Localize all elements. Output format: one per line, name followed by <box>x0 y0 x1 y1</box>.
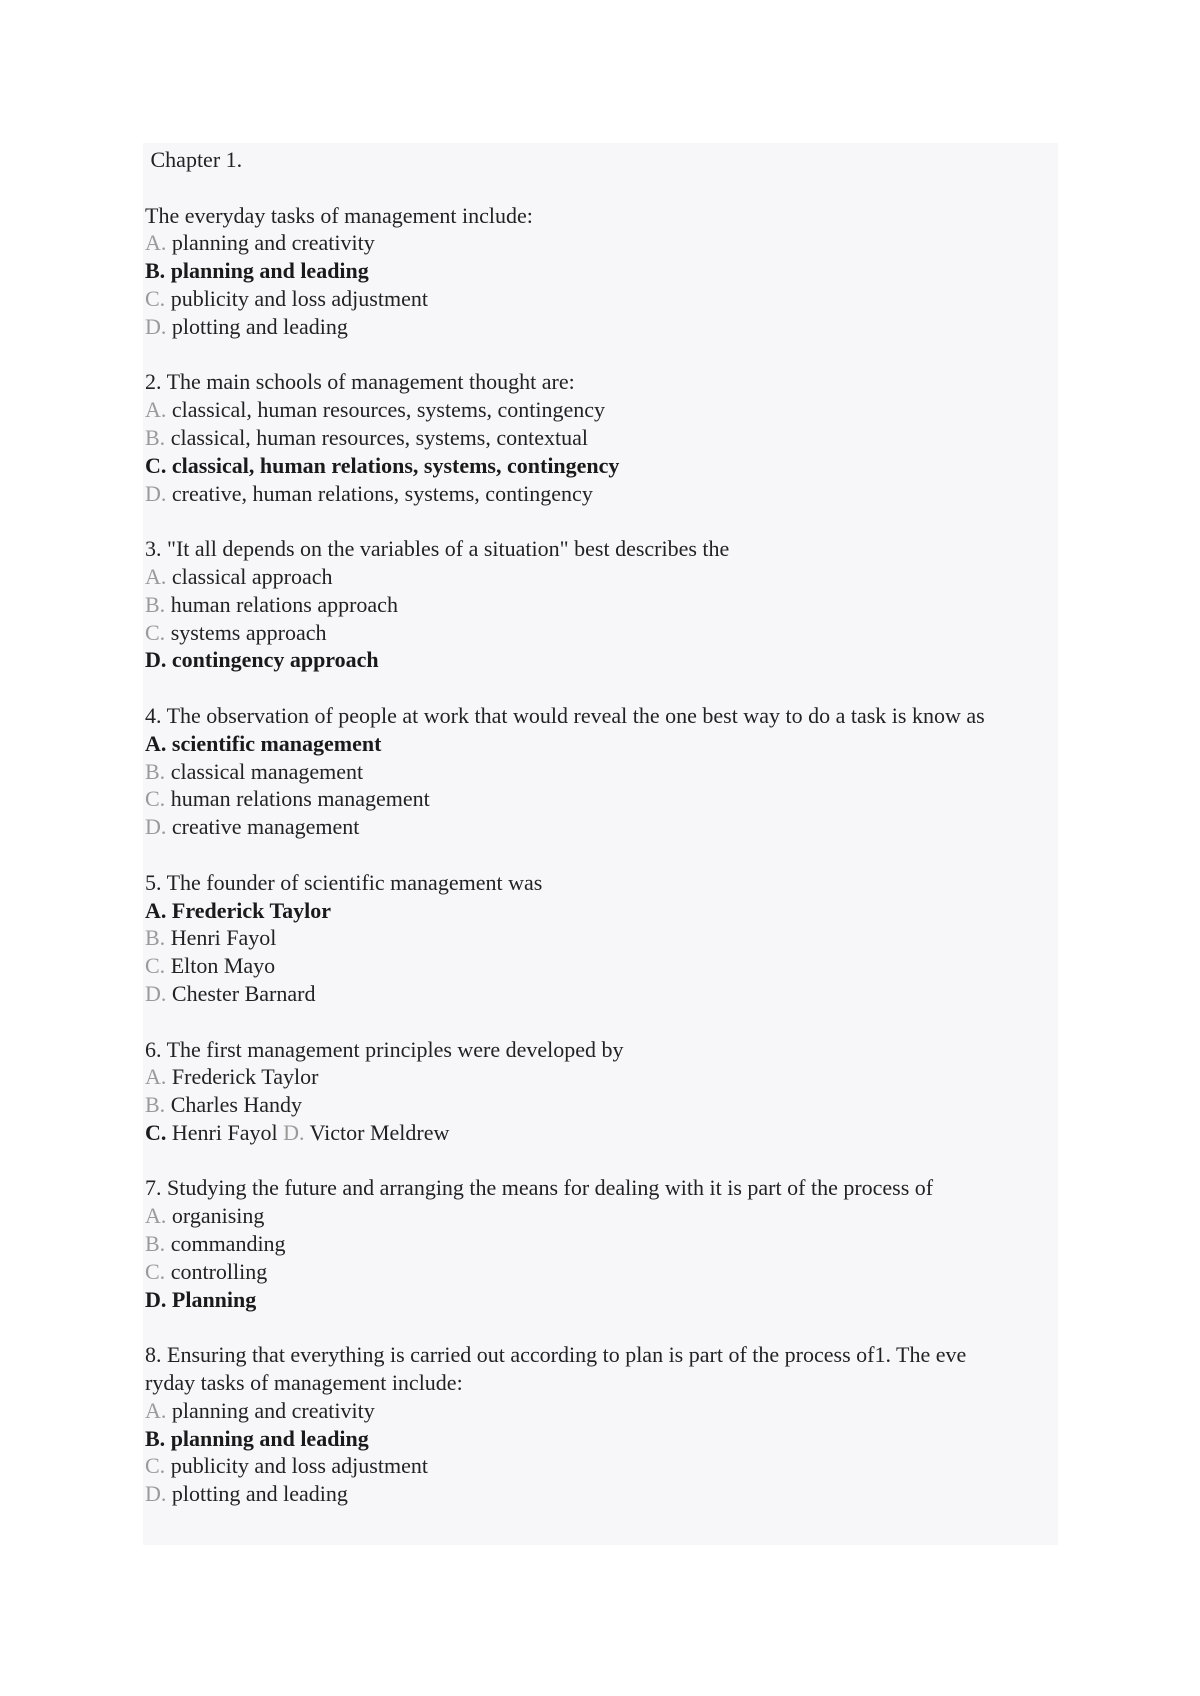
option-b-correct: B. planning and leading <box>145 258 369 284</box>
option-d: D. creative, human relations, systems, contingency <box>145 480 593 506</box>
question-prompt: 5. The founder of scientific management was <box>145 869 543 895</box>
question-8 <box>145 1341 1050 1508</box>
option-c-correct: C. classical, human relations, systems, contingency <box>145 452 620 478</box>
chapter-title: Chapter 1. <box>150 147 243 172</box>
question-4 <box>145 702 1050 841</box>
question-prompt: 7. Studying the future and arranging the means for dealing with it is part of the process of <box>145 1175 934 1201</box>
option-b: B. classical management <box>145 758 364 784</box>
question-prompt: 4. The observation of people at work that would reveal the one best way to do a task is know as <box>145 702 985 728</box>
option-a: A. planning and creativity <box>145 1397 375 1423</box>
option-c: C. Elton Mayo <box>145 953 276 979</box>
option-c: C. systems approach <box>145 619 327 645</box>
option-d: D. plotting and leading <box>145 313 348 339</box>
option-a: A. classical, human resources, systems, contingency <box>145 397 606 423</box>
option-c-d-line: C. Henri Fayol D. Victor Meldrew <box>145 1119 450 1145</box>
option-a: A. Frederick Taylor <box>145 1064 319 1090</box>
question-2 <box>145 368 1050 507</box>
option-d-correct: D. contingency approach <box>145 647 379 673</box>
option-c-correct: C. <box>145 1119 167 1145</box>
question-6 <box>145 1036 1050 1147</box>
option-c: C. publicity and loss adjustment <box>145 1453 428 1479</box>
question-prompt: The everyday tasks of management include: <box>145 202 533 228</box>
option-a-correct: A. Frederick Taylor <box>145 897 331 923</box>
option-a: A. planning and creativity <box>145 230 375 256</box>
option-a: A. organising <box>145 1203 265 1229</box>
option-c: C. publicity and loss adjustment <box>145 285 428 311</box>
option-d-correct: D. Planning <box>145 1286 257 1312</box>
quiz-content <box>145 146 1050 1508</box>
question-prompt: 2. The main schools of management thought are: <box>145 369 575 395</box>
option-c: C. controlling <box>145 1258 268 1284</box>
option-c: C. human relations management <box>145 786 430 812</box>
option-a-correct: A. scientific management <box>145 730 382 756</box>
option-b: B. classical, human resources, systems, contextual <box>145 424 588 450</box>
option-a: A. classical approach <box>145 563 333 589</box>
question-prompt: 8. Ensuring that everything is carried out according to plan is part of the process of1. The eve <box>145 1342 967 1368</box>
option-b: B. Henri Fayol <box>145 925 277 951</box>
question-1 <box>145 202 1050 341</box>
question-prompt-cont: ryday tasks of management include: <box>145 1370 463 1396</box>
option-d: D. plotting and leading <box>145 1481 348 1507</box>
question-prompt: 3. "It all depends on the variables of a situation" best describes the <box>145 536 730 562</box>
question-prompt: 6. The first management principles were developed by <box>145 1036 624 1062</box>
option-b: B. commanding <box>145 1231 286 1257</box>
option-b: B. Charles Handy <box>145 1092 303 1118</box>
option-b-correct: B. planning and leading <box>145 1425 369 1451</box>
question-7 <box>145 1174 1050 1313</box>
option-b: B. human relations approach <box>145 591 398 617</box>
question-3 <box>145 535 1050 674</box>
option-d: D. creative management <box>145 814 360 840</box>
question-5 <box>145 869 1050 1008</box>
option-d: D. Chester Barnard <box>145 980 316 1006</box>
